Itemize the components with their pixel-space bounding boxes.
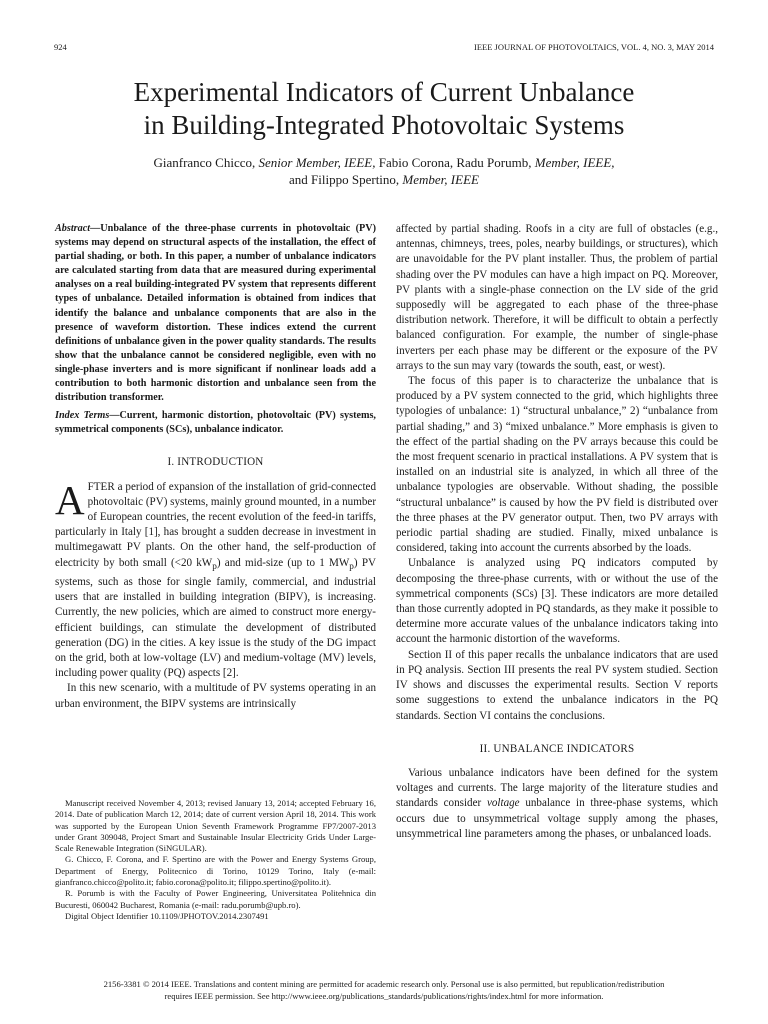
- left-column: [55, 222, 376, 712]
- unbalance-paragraph-1: [396, 766, 718, 842]
- copyright-line-2: requires IEEE permission. See http://www.ieee.org/publications_standards/publications/rights/index.html for more information.: [164, 990, 604, 1001]
- paper-title: [40, 76, 728, 142]
- author-list: [40, 154, 728, 188]
- intro-p1-tail: ) PV systems, such as those for single family, commercial, and industrial users that are installed in building integration (BIPV), is increasing. Currently, the new policies, which are aimed to construct more energy-efficient buildings, can stimulate the development of distributed generation (DG) in the cities. A key issue is the study of the DG impact on the grid, both at low-voltage (LV) and medium-voltage (MV) levels, including power quality (PQ) aspects [2].: [55, 556, 376, 680]
- author-1-role: Senior Member, IEEE,: [255, 155, 376, 170]
- unbalance-p1-tail: unbalance in three-phase systems, which occurs due to unsymmetrical voltage supply among the phases, unsymmetrical line parameters among the phases, or unbalanced loads.: [396, 797, 719, 840]
- footnotes: [55, 798, 376, 922]
- author-2-names: Fabio Corona, Radu Porumb,: [375, 155, 532, 170]
- drop-cap: A: [55, 476, 85, 523]
- index-terms: [55, 409, 376, 437]
- intro-paragraph-5: Section II of this paper recalls the unbalance indicators that are used in PQ analysis. Section III presents the real PV system studied. Section IV shows and discusses the experimental results. Section V reports some suggestions to extend the unbalance indicators in the PQ standards. Section VI contains the conclusions.: [396, 648, 718, 722]
- page-header: [54, 42, 714, 52]
- author-3-role: Member, IEEE: [399, 172, 479, 187]
- intro-p1-sub-1: p: [212, 561, 217, 572]
- abstract-text: —Unbalance of the three-phase currents in photovoltaic (PV) systems may depend on structural aspects of the installation, the effect of partial shading, or both. In this paper, a number of unbalance indicators are calculated starting from data that are measured during experimental analyses on a real building-integrated PV system that represents different types of unbalance. Detailed information is obtained from indices that identify the balance and unbalance components that are also in the presence of waveform distortion. These indices extend the current definitions of unbalance given in the power quality standards. The results show that the unbalance cannot be considered negligible, even with no single-phase inverters and is more significant if nonlinear loads add a contribution to both harmonic distortion and unbalance seen from the distribution transformer.: [55, 223, 376, 404]
- intro-p1-lead: FTER a period of expansion of the installation of grid-connected photovoltaic (PV) systems, mainly ground mounted, in a number of European countries, the recent evolution of the feed-in tariffs, particularly in Italy [1], has brought a sudden decrease in investment in multimegawatt PV plants. On the other hand, the self-production of electricity by both small (<20 kW: [55, 480, 377, 569]
- section-1-heading: I. INTRODUCTION: [167, 456, 264, 469]
- intro-paragraph-1: [55, 476, 377, 682]
- intro-paragraph-3: The focus of this paper is to characterize the unbalance that is produced by a PV system connected to the grid, which highlights three typologies of unbalance: 1) “structural unbalance,” 2) “unbalance from partial shading,” and 3) “mixed unbalance.” More emphasis is given to the effect of the partial shading on the PV arrays because this could be the most frequent scenario in practical installations. A PV system that is installed on an industrial site is analyzed, in which all three of the unbalance typologies are observable. Without shading, the possible “structural unbalance” is caused by how the PV field is distributed over the three phases at the PV generator output. Then, two PV arrays with periodic partial shading are studied. Finally, mixed unbalance is considered, taking into account the currents absorbed by the loads.: [396, 375, 718, 555]
- abstract-label: Abstract: [55, 223, 91, 234]
- copyright-line-1: 2156-3381 © 2014 IEEE. Translations and content mining are permitted for academic research only. Personal use is also permitted, but republication/redistribution: [103, 979, 665, 989]
- intro-paragraph-2: In this new scenario, with a multitude of PV systems operating in an urban environment, the BIPV systems are intrinsically: [55, 682, 376, 710]
- index-terms-label: Index Terms: [55, 410, 110, 422]
- copyright-notice: [40, 979, 728, 1002]
- section-2-heading: II. UNBALANCE INDICATORS: [479, 742, 635, 755]
- intro-paragraph-2-continued: affected by partial shading. Roofs in a city are full of obstacles (e.g., antennas, chimneys, trees, poles, nearby buildings, or structures), which are unavoidable for the PV plant installer. Thus, the problem of partial shading over the PV modules can have a high impact on PQ. Moreover, PV plants with a single-phase connection on the LV side of the grid supposedly will be aggregated to each phase of the three-phase distribution network. Therefore, it will be difficult to obtain a perfectly balanced configuration. For example, the number of single-phase inverters per each phase may be different or the exposure of the PV arrays to the sun may vary (towards the south, east, or west).: [396, 223, 718, 372]
- right-column: [396, 222, 718, 842]
- intro-paragraph-4: Unbalance is analyzed using PQ indicators computed by decomposing the three-phase currents, with or without the use of the symmetrical components (SCs) [3]. These indicators are more detailed than those currently adopted in PQ standards, as they make it possible to determine more accurate values of the unbalance indicators taking into account the harmonic distortion of the waveforms.: [396, 557, 718, 646]
- journal-citation: IEEE JOURNAL OF PHOTOVOLTAICS, VOL. 4, NO. 3, MAY 2014: [473, 42, 714, 52]
- author-1-name: Gianfranco Chicco,: [153, 155, 256, 170]
- footnote-manuscript: Manuscript received November 4, 2013; revised January 13, 2014; accepted February 16, 2014. Date of publication March 12, 2014; date of current version April 18, 2014. This work was supported by the European Union Seventh Framework Programme FP7/2007-2013 under Grant 309048, Project Smart and Sustainable Insular Electricity Grids Under Large-Scale Renewable Integration (SiNGULAR).: [55, 798, 376, 854]
- intro-p1-mid: ) and mid-size (up to 1 MW: [216, 556, 350, 569]
- page-number: 924: [54, 42, 67, 52]
- footnote-affiliation-2: R. Porumb is with the Faculty of Power Engineering, Universitatea Politehnica din Bucuresti, 060042 Bucharest, Romania (e-mail: radu.porumb@upb.ro).: [55, 888, 376, 910]
- abstract: [55, 222, 376, 405]
- intro-p1-sub-2: p: [349, 561, 354, 572]
- title-line-1: Experimental Indicators of Current Unbalance: [133, 77, 635, 107]
- author-3-name: and Filippo Spertino,: [289, 172, 400, 187]
- title-line-2: in Building-Integrated Photovoltaic Systems: [143, 110, 625, 140]
- index-terms-text: —Current, harmonic distortion, photovoltaic (PV) systems, symmetrical components (SCs), unbalance indicator.: [55, 410, 376, 436]
- unbalance-p1-emphasis: voltage: [486, 797, 520, 810]
- author-2-role: Member, IEEE,: [531, 155, 615, 170]
- footnote-doi: Digital Object Identifier 10.1109/JPHOTOV.2014.2307491: [65, 910, 269, 921]
- unbalance-p1-lead: Various unbalance indicators have been defined for the system voltages and currents. The large majority of the literature studies and standards consider: [396, 766, 718, 810]
- footnote-affiliation-1: G. Chicco, F. Corona, and F. Spertino are with the Power and Energy Systems Group, Department of Energy, Politecnico di Torino, 10129 Torino, Italy (e-mail: gianfranco.chicco@polito.it; fabio.corona@polito.it; filippo.spertino@polito.it).: [55, 854, 376, 888]
